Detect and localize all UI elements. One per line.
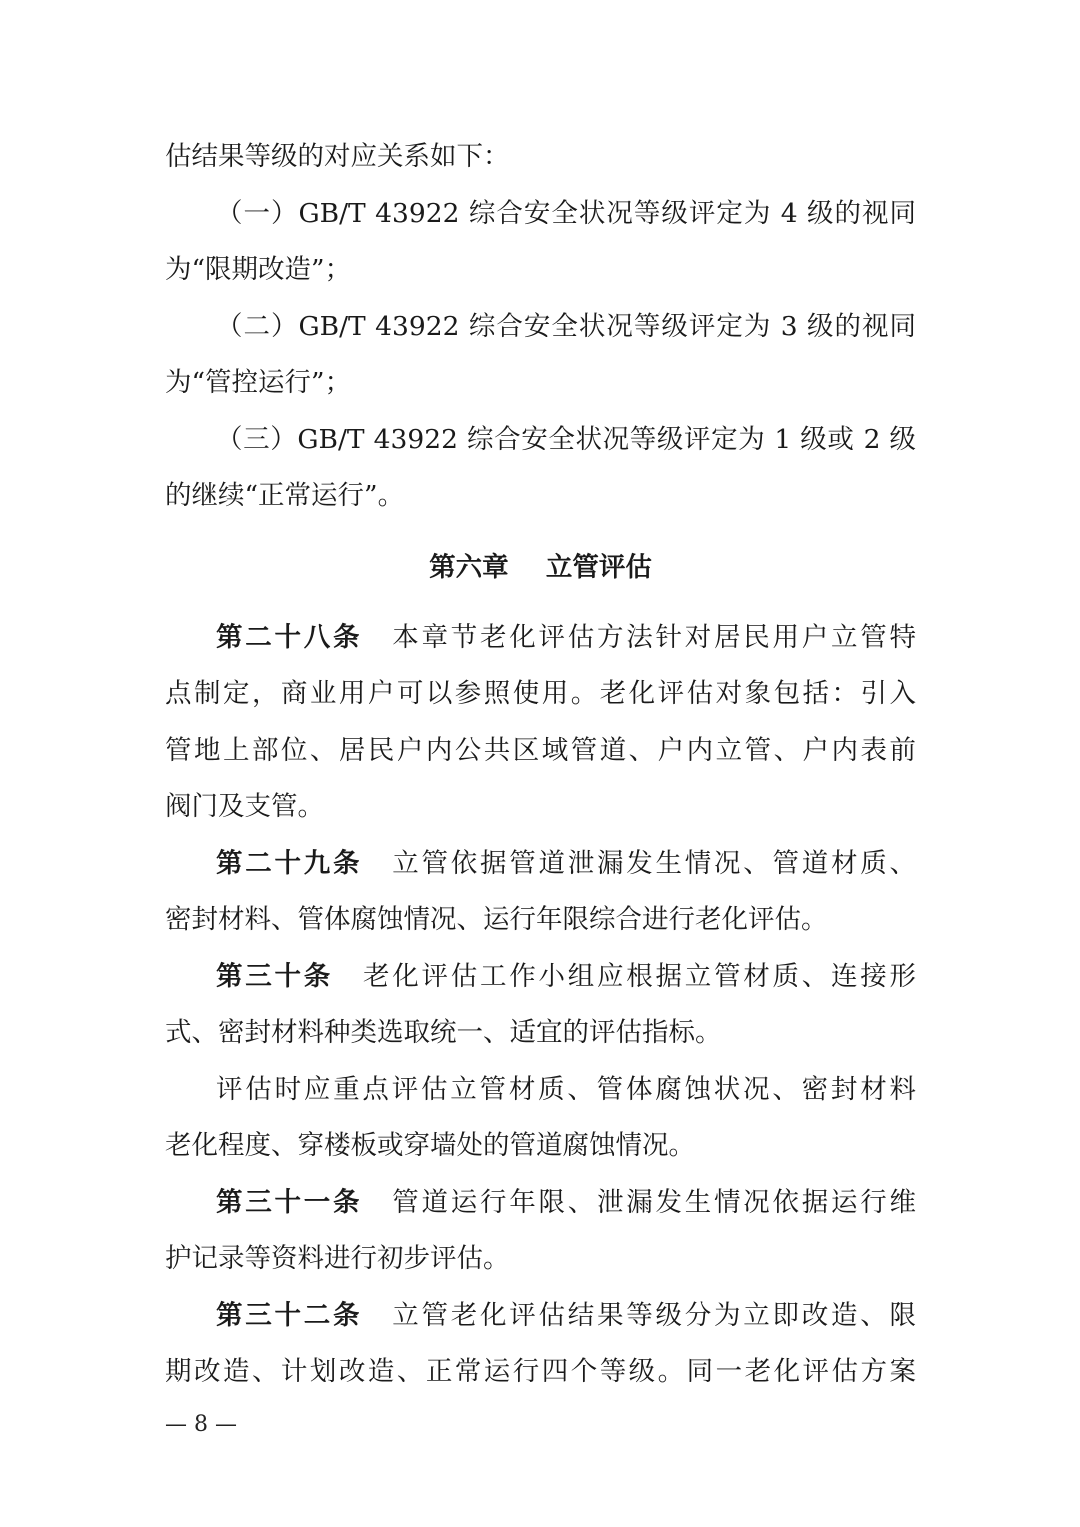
text-line xyxy=(165,1231,916,1288)
text-line xyxy=(165,1175,916,1232)
text-line xyxy=(165,949,916,1006)
text-line xyxy=(165,723,916,780)
line-text: （一）GB/T 43922 综合安全状况等级评定为 4 级的视同 xyxy=(216,197,916,229)
text-line xyxy=(165,779,916,836)
page-number: — 8 — xyxy=(165,1412,237,1437)
line-text: 管地上部位、居民户内公共区域管道、户内立管、户内表前 xyxy=(165,734,916,766)
text-line xyxy=(165,129,916,186)
text-line xyxy=(165,1288,916,1345)
line-text: 本章节老化评估方法针对居民用户立管特 xyxy=(392,621,916,653)
text-line xyxy=(165,412,916,469)
article-label: 第二十八条 xyxy=(216,621,363,653)
article-label: 第三十条 xyxy=(216,960,333,992)
line-text: 为“管控运行”； xyxy=(165,367,352,398)
line-text: 阀门及支管。 xyxy=(165,791,324,822)
line-text: 老化程度、穿楼板或穿墙处的管道腐蚀情况。 xyxy=(165,1130,695,1161)
text-line xyxy=(165,1118,916,1175)
line-text: 密封材料、管体腐蚀情况、运行年限综合进行老化评估。 xyxy=(165,904,828,935)
line-text: （三）GB/T 43922 综合安全状况等级评定为 1 级或 2 级 xyxy=(216,423,916,455)
line-text: 估结果等级的对应关系如下： xyxy=(165,141,510,172)
article-label: 第三十二条 xyxy=(216,1299,363,1331)
line-text: 管道运行年限、泄漏发生情况依据运行维 xyxy=(392,1186,916,1218)
text-line xyxy=(165,610,916,667)
article-label: 第二十九条 xyxy=(216,847,363,879)
text-line xyxy=(165,666,916,723)
article-label: 第三十一条 xyxy=(216,1186,363,1218)
line-text: 评估时应重点评估立管材质、管体腐蚀状况、密封材料 xyxy=(216,1073,916,1105)
line-text: 的继续“正常运行”。 xyxy=(165,480,405,511)
text-line xyxy=(165,1344,916,1401)
line-text: 点制定，商业用户可以参照使用。老化评估对象包括：引入 xyxy=(165,678,916,709)
text-line xyxy=(165,1005,916,1062)
chapter-heading: 第六章 立管评估 xyxy=(429,551,652,583)
line-text: 立管老化评估结果等级分为立即改造、限 xyxy=(392,1299,916,1331)
line-text: 护记录等资料进行初步评估。 xyxy=(165,1243,510,1274)
line-text: 期改造、计划改造、正常运行四个等级。同一老化评估方案 xyxy=(165,1356,916,1387)
intro-section xyxy=(165,129,916,525)
text-line xyxy=(165,186,916,243)
document-page xyxy=(165,129,916,1401)
line-text: （二）GB/T 43922 综合安全状况等级评定为 3 级的视同 xyxy=(216,310,916,342)
text-line xyxy=(165,242,916,299)
text-line xyxy=(165,892,916,949)
line-text: 立管依据管道泄漏发生情况、管道材质、 xyxy=(392,847,916,879)
text-line xyxy=(165,355,916,412)
chapter-body xyxy=(165,610,916,1401)
text-line xyxy=(165,1062,916,1119)
text-line xyxy=(165,468,916,525)
line-text: 式、密封材料种类选取统一、适宜的评估指标。 xyxy=(165,1017,722,1048)
text-line xyxy=(165,836,916,893)
text-line xyxy=(165,299,916,356)
line-text: 老化评估工作小组应根据立管材质、连接形 xyxy=(363,960,916,992)
line-text: 为“限期改造”； xyxy=(165,254,352,285)
